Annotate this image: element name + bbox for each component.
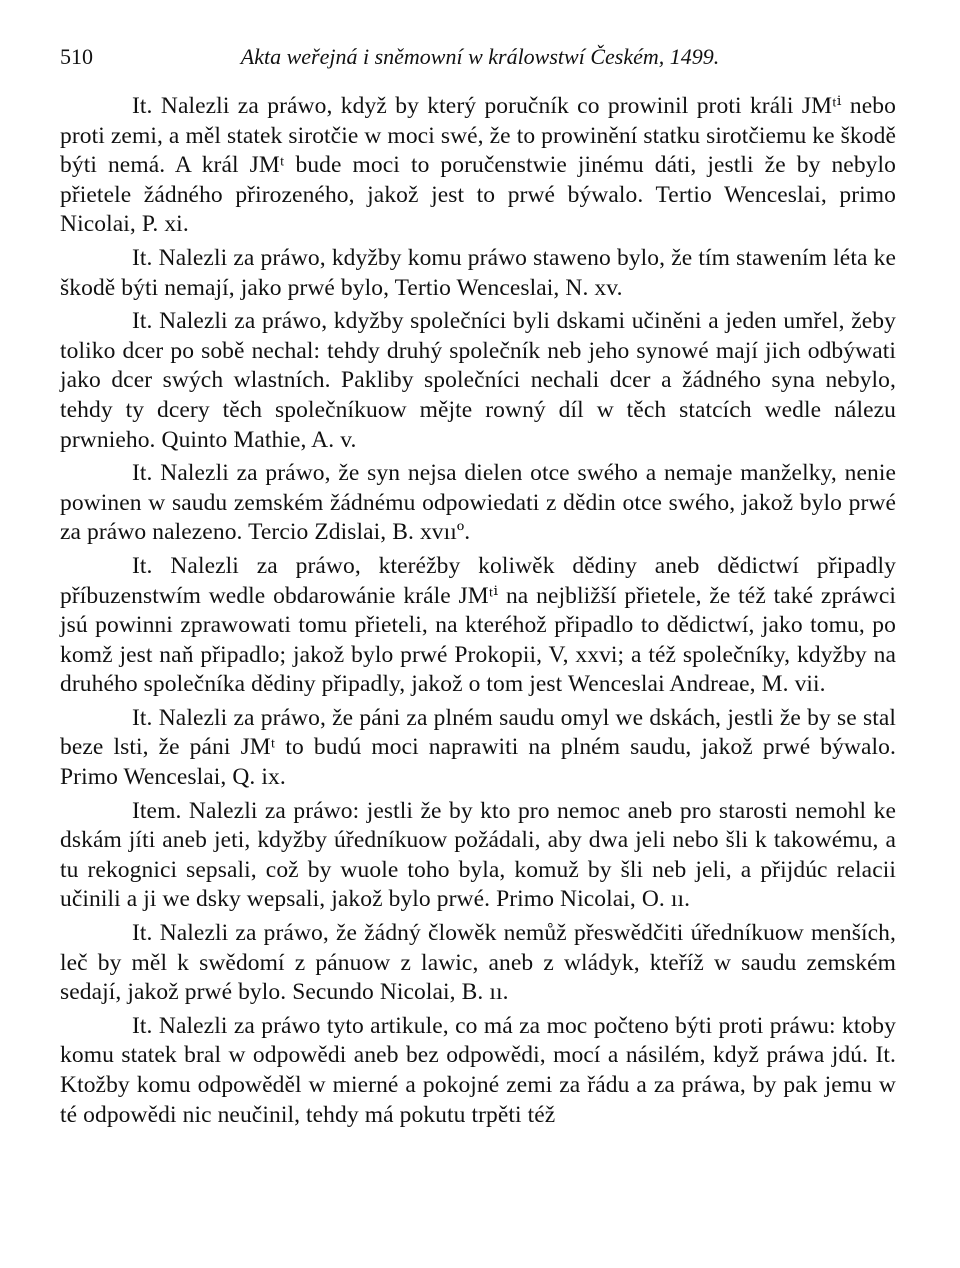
paragraph: It. Nalezli za práwo, že páni za plném saudu omyl we dskách, jestli že by se stal beze lsti, že páni JMᵗ to budú moci naprawiti na plném saudu, jakož prwé býwalo. Primo Wenceslai, Q. ix. xyxy=(60,704,896,791)
body-text xyxy=(60,92,896,1134)
paragraph: It. Nalezli za práwo, kdyžby společníci byli dskami učiněni a jeden umřel, žeby toliko dcer po sobě nechal: tehdy druhý společník neb jeho synowé mají jich odbýwati jako dcer swých wlastních. Pakliby společníci nechali dcer a žádného syna nebylo, tehdy ty dcery těch společníkuow mějte rowný díl w těch statcích wedle nálezu prwnieho. Quinto Mathie, A. v. xyxy=(60,308,896,453)
paragraph: It. Nalezli za práwo, že syn nejsa dielen otce swého a nemaje manželky, nenie powinen w saudu zemském žádnému odpowiedati z dědin otce swého, jakož bylo prwé za práwo nalezeno. Tercio Zdislai, B. xvııº. xyxy=(60,460,896,546)
paragraph: It. Nalezli za práwo, kdyžby komu práwo staweno bylo, že tím stawením léta ke škodě býti nemají, jako prwé bylo, Tertio Wenceslai, N. xv. xyxy=(60,244,896,301)
paragraph: Item. Nalezli za práwo: jestli že by kto pro nemoc aneb pro starosti nemohl ke dskám jíti aneb jeti, kdyžby úředníkuow požádali, aby dwa jeli nebo šli k takowému, a tu rekognici sepsali, což by wuole toho byla, komuž by šli neb jeli, a přijdúc relacii učinili a ji we dsky wepsali, jakož bylo prwé. Primo Nicolai, O. ıı. xyxy=(60,797,896,913)
page-number: 510 xyxy=(60,44,93,69)
paragraph: It. Nalezli za práwo, kteréžby koliwěk dědiny aneb dědictwí připadly příbuzenstwím wedle obdarowánie krále JMᵗⁱ na nejbližší přietele, že též také zpráwci jsú powinni zprawowati tomu přieteli, na kteréhož připadlo to dědictwí, jako tomu, po komž jest naň připadlo; jakož bylo prwé Prokopii, V, xxvi; a též společníky, kdyžby na druhého společníka dědiny připadly, jakož o tom jest Wenceslai Andreae, M. vii. xyxy=(60,552,896,698)
paragraph: It. Nalezli za práwo, když by který poručník co prowinil proti králi JMᵗⁱ nebo proti zemi, a měl statek sirotčie w moci swé, že to prowinění statku sirotčiemu ke škodě býti nemá. A král JMᵗ bude moci to poručenstwie jinému dáti, jestli že by nebylo přietele žádného přirozeného, jakož jest to prwé býwalo. Tertio Wenceslai, primo Nicolai, P. xi. xyxy=(60,93,896,238)
paragraph: It. Nalezli za práwo tyto artikule, co má za moc počteno býti proti práwu: ktoby komu statek bral w odpowědi aneb bez odpowědi, mocí a násilém, když práwa jdú. It. Ktožby komu odpowěděl w mierné a pokojné zemi za řádu a za práwa, by pak jemu w té odpowědi nic neučinil, tehdy má pokutu trpěti též xyxy=(60,1012,896,1128)
paragraph: It. Nalezli za práwo, že žádný člowěk nemůž přeswědčiti úředníkuow menších, leč by měl k swědomí z pánuow z lawic, aneb z wládyk, kteříž w saudu zemském sedají, jakož prwé bylo. Secundo Nicolai, B. ıı. xyxy=(60,920,896,1006)
page-header xyxy=(60,44,900,78)
running-title: Akta weřejná i sněmowní w králowstwí Českém, 1499. xyxy=(240,44,720,69)
